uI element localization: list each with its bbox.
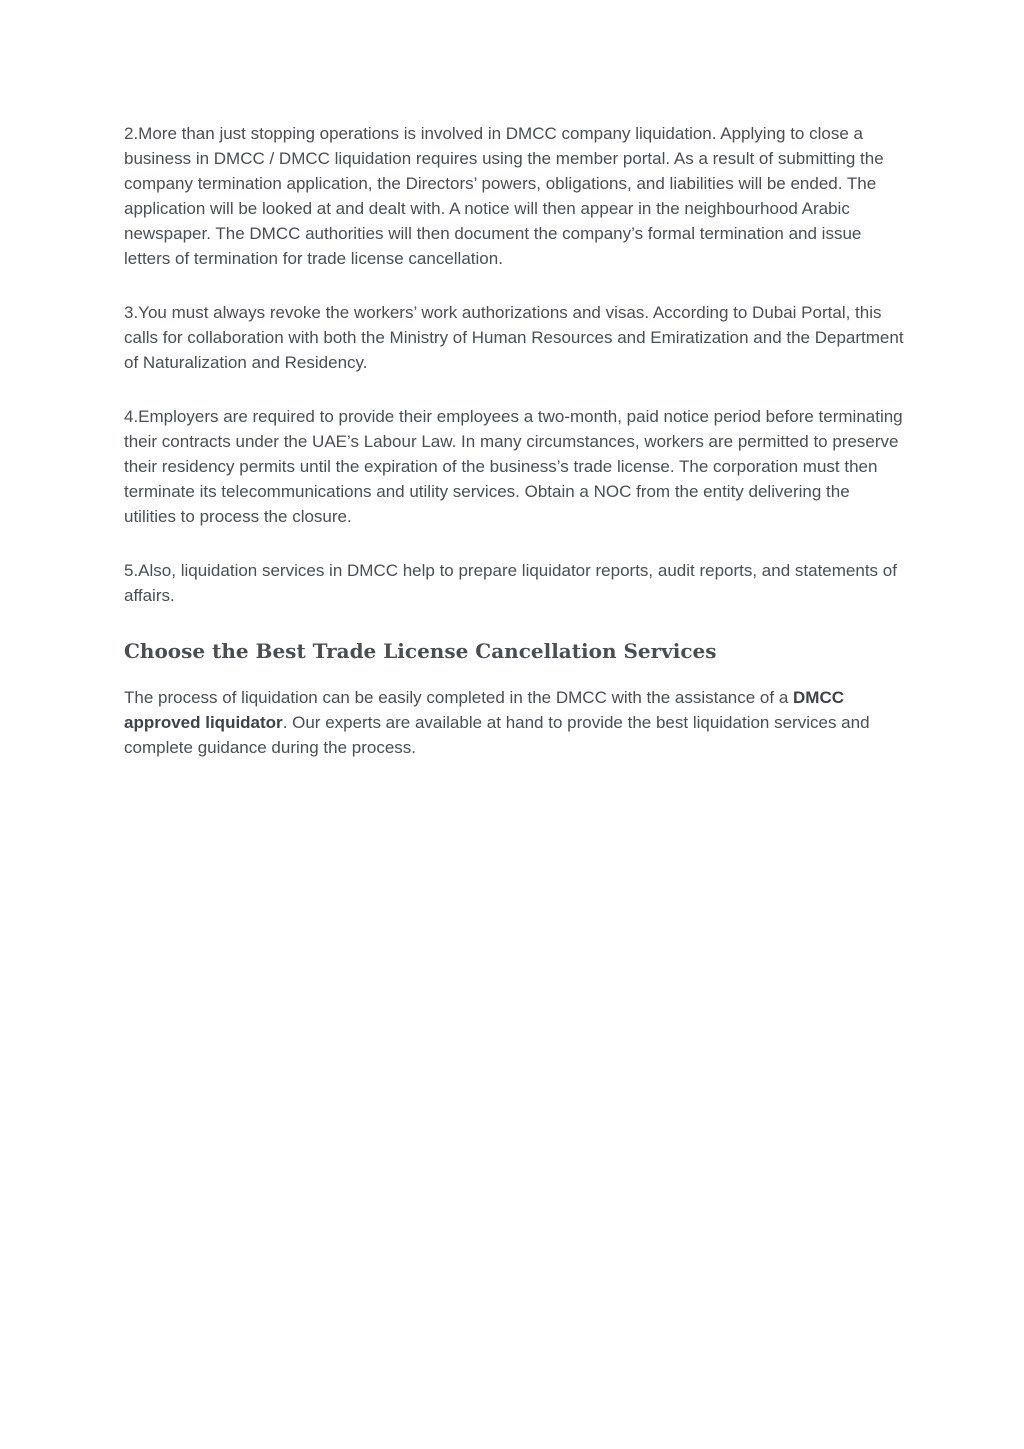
paragraph-step-5: 5.Also, liquidation services in DMCC help to prepare liquidator reports, audit reports, and statements of affairs. — [124, 561, 897, 605]
paragraph-step-4: 4.Employers are required to provide their employees a two-month, paid notice period before terminating their contracts under the UAE’s Labour Law. In many circumstances, workers are permitted to preserve their residency permits until the expiration of the business’s trade license. The corporation must then terminate its telecommunications and utility services. Obtain a NOC from the entity delivering the utilities to process the closure. — [124, 407, 903, 526]
paragraph-step-2: 2.More than just stopping operations is involved in DMCC company liquidation. Applying to close a business in DMCC / DMCC liquidation requires using the member portal. As a result of submitting the company termination application, the Directors’ powers, obligations, and liabilities will be ended. The application will be looked at and dealt with. A notice will then appear in the neighbourhood Arabic newspaper. The DMCC authorities will then document the company’s formal termination and issue letters of termination for trade license cancellation. — [124, 124, 884, 268]
document-body — [124, 121, 904, 789]
intro-text-start: The process of liquidation can be easily completed in the DMCC with the assistance of a — [124, 688, 794, 707]
section-intro-paragraph — [124, 685, 904, 760]
approved-liquidator-emphasis: DMCC approved liquidator — [124, 688, 845, 732]
intro-text-end: . Our experts are available at hand to provide the best liquidation services and complete guidance during the process. — [124, 713, 870, 757]
section-heading: Choose the Best Trade License Cancellation Services — [124, 639, 717, 663]
paragraph-step-3: 3.You must always revoke the workers’ work authorizations and visas. According to Dubai Portal, this calls for collaboration with both the Ministry of Human Resources and Emiratization and the Department of Naturalization and Residency. — [124, 303, 904, 372]
